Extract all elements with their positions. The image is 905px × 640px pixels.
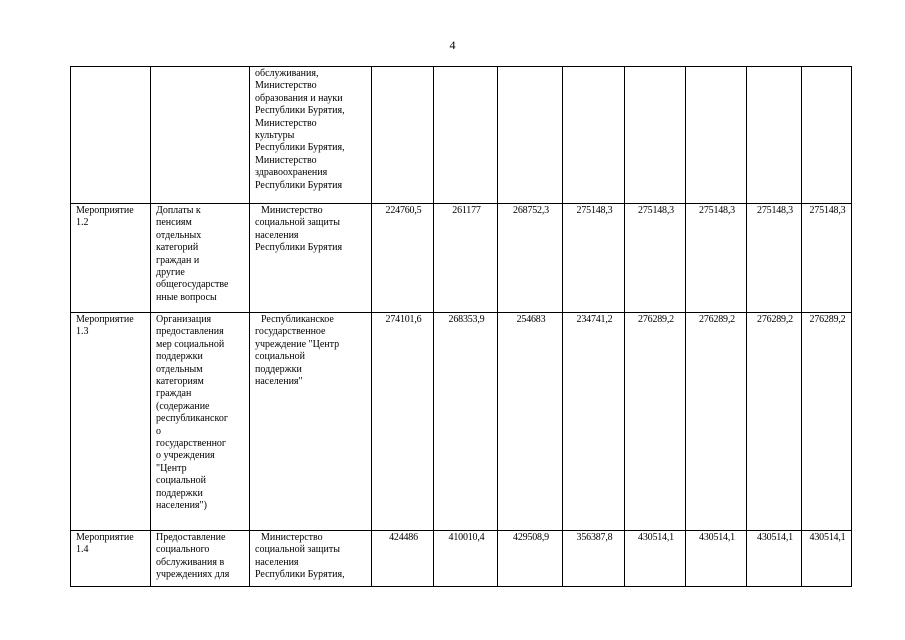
value-cell: 430514,1 (802, 531, 852, 587)
activity-name-cell: Доплаты к пенсиям отдельных категорий граждан и другие общегосударстве нные вопросы (151, 204, 250, 313)
value-cell: 430514,1 (686, 531, 747, 587)
value-cell: 224760,5 (372, 204, 434, 313)
activity-name-cell: Предоставление социального обслуживания в учреждениях для (151, 531, 250, 587)
value-cell: 430514,1 (747, 531, 802, 587)
table-row (71, 204, 852, 313)
value-cell: 424486 (372, 531, 434, 587)
activity-id-cell: Мероприятие 1.4 (71, 531, 151, 587)
value-cell: 275148,3 (563, 204, 625, 313)
value-cell (802, 67, 852, 204)
value-cell: 268752,3 (498, 204, 563, 313)
value-cell: 276289,2 (625, 313, 686, 531)
value-cell: 274101,6 (372, 313, 434, 531)
value-cell: 254683 (498, 313, 563, 531)
program-table (70, 66, 852, 587)
id-cell (71, 67, 151, 204)
value-cell: 429508,9 (498, 531, 563, 587)
value-cell: 275148,3 (625, 204, 686, 313)
value-cell (625, 67, 686, 204)
value-cell (686, 67, 747, 204)
activity-id-cell: Мероприятие 1.3 (71, 313, 151, 531)
value-cell: 261177 (434, 204, 498, 313)
executor-cell: обслуживания, Министерство образования и науки Республики Бурятия, Министерство культуры Республики Бурятия, Министерство здравоохранения Республики Бурятия (250, 67, 372, 204)
page-number: 4 (449, 38, 456, 52)
table-row (71, 531, 852, 587)
name-cell (151, 67, 250, 204)
value-cell (434, 67, 498, 204)
value-cell (747, 67, 802, 204)
value-cell: 275148,3 (802, 204, 852, 313)
value-cell: 276289,2 (686, 313, 747, 531)
value-cell: 410010,4 (434, 531, 498, 587)
value-cell: 356387,8 (563, 531, 625, 587)
activity-name-cell: Организация предоставления мер социальной поддержки отдельным категориям граждан (содержание республиканског о государственног о учреждения "Центр социальной поддержки населения") (151, 313, 250, 531)
value-cell: 275148,3 (686, 204, 747, 313)
executor-cell: Министерство социальной защиты населения Республики Бурятия, (250, 531, 372, 587)
value-cell: 430514,1 (625, 531, 686, 587)
value-cell (563, 67, 625, 204)
executor-cell: Министерство социальной защиты населения Республики Бурятия (250, 204, 372, 313)
value-cell (372, 67, 434, 204)
value-cell (498, 67, 563, 204)
value-cell: 276289,2 (747, 313, 802, 531)
activity-id-cell: Мероприятие 1.2 (71, 204, 151, 313)
value-cell: 276289,2 (802, 313, 852, 531)
value-cell: 268353,9 (434, 313, 498, 531)
value-cell: 275148,3 (747, 204, 802, 313)
table-row-continuation (71, 67, 852, 204)
value-cell: 234741,2 (563, 313, 625, 531)
executor-cell: Республиканское государственное учреждение "Центр социальной поддержки населения" (250, 313, 372, 531)
table-row (71, 313, 852, 531)
